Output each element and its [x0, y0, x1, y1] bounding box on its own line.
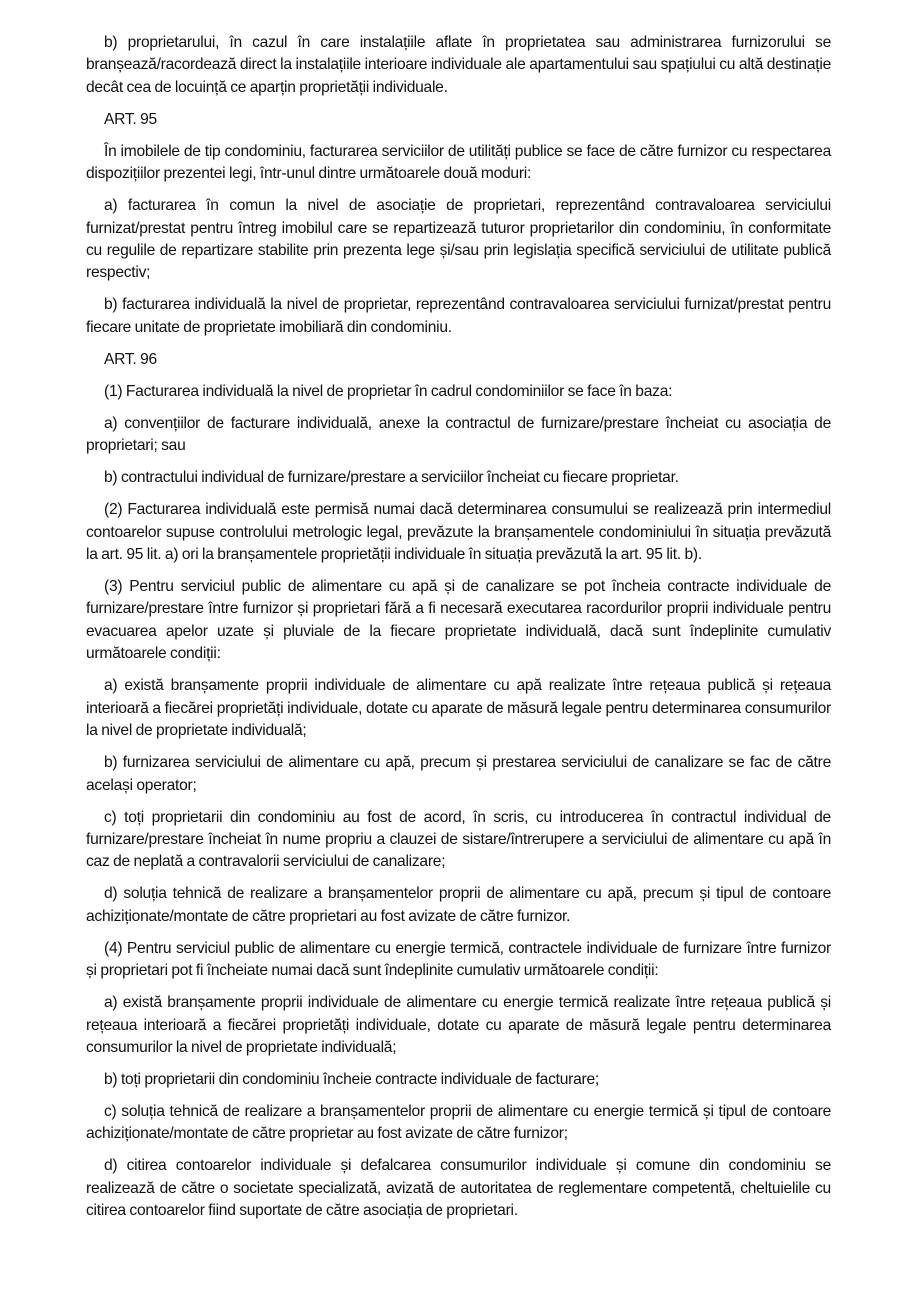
paragraph-art96-2: (2) Facturarea individuală este permisă numai dacă determinarea consumului se realizează prin intermediul contoarelor supuse controlului metrologic legal, prevăzute la branșamentele condominiului în situația prevăzută la art. 95 lit. a) ori la branșamentele proprietății individuale în situația prevăzută la art. 95 lit. b). [86, 501, 831, 564]
article-95-heading: ART. 95 [104, 110, 157, 128]
paragraph-art96-3-b: b) furnizarea serviciului de alimentare cu apă, precum și prestarea serviciului de canalizare se fac de către același operator; [86, 754, 831, 794]
paragraph-art96-3-d: d) soluția tehnică de realizare a branșamentelor proprii de alimentare cu apă, precum și tipul de contoare achiziționate/montate de către proprietari au fost avizate de către furnizor. [86, 885, 831, 925]
paragraph-art96-3-a: a) există branșamente proprii individuale de alimentare cu apă realizate între rețeaua publică și rețeaua interioară a fiecărei proprietăți individuale, dotate cu aparate de măsură legale pentru determinarea consumurilor la nivel de proprietate individuală; [86, 677, 831, 740]
paragraph-art96-1-a: a) convențiilor de facturare individuală, anexe la contractul de furnizare/prestare încheiat cu asociația de proprietari; sau [86, 414, 831, 455]
paragraph-art96-4-b: b) toți proprietarii din condominiu încheie contracte individuale de facturare; [104, 1070, 599, 1088]
paragraph-art95-a: a) facturarea în comun la nivel de asociație de proprietari, reprezentând contravaloarea serviciului furnizat/prestat pentru întreg imobilul care se repartizează tuturor proprietarilor din condominiu, în conformitate cu regulile de repartizare stabilite prin prezenta lege și/sau prin legislația specifică serviciului de utilitate publică respectiv; [86, 197, 831, 282]
paragraph-art96-3-c: c) toți proprietarii din condominiu au fost de acord, în scris, cu introducerea în contractul individual de furnizare/prestare încheiat în nume propriu a clauzei de sistare/întrerupere a serviciului de alimentare cu apă în caz de neplată a contravalorii serviciului de canalizare; [86, 808, 831, 871]
document-body [86, 32, 831, 1232]
paragraph-art95-intro: În imobilele de tip condominiu, facturarea serviciilor de utilități publice se face de către furnizor cu respectarea dispozițiilor prezentei legi, într-unul dintre următoarele două moduri: [86, 142, 831, 183]
paragraph-art96-4-c: c) soluția tehnică de realizare a branșamentelor proprii de alimentare cu energie termică și tipul de contoare achiziționate/montate de către proprietar au fost avizate de către furnizor; [86, 1102, 831, 1143]
paragraph-art96-4-a: a) există branșamente proprii individuale de alimentare cu energie termică realizate între rețeaua publică și rețeaua interioară a fiecărei proprietăți individuale, dotate cu aparate de măsură legale pentru determinarea consumurilor la nivel de proprietate individuală; [86, 994, 831, 1056]
paragraph-art96-4: (4) Pentru serviciul public de alimentare cu energie termică, contractele individuale de furnizare între furnizor și proprietari pot fi încheiate numai dacă sunt îndeplinite cumulativ următoarele condiții: [86, 939, 831, 980]
paragraph-art96-3: (3) Pentru serviciul public de alimentare cu apă și de canalizare se pot încheia contracte individuale de furnizare/prestare între furnizor și proprietari fără a fi necesară executarea racordurilor proprii individuale pentru evacuarea apelor uzate și pluviale de la fiecare proprietate individuală, dacă sunt îndeplinite cumulativ următoarele condiții: [86, 578, 831, 663]
paragraph-art94-b: b) proprietarului, în cazul în care instalațiile aflate în proprietatea sau administrarea furnizorului se branșează/racordează direct la instalațiile interioare individuale ale apartamentului sau spațiului cu altă destinație decât cea de locuință ce aparțin proprietății individuale. [86, 34, 831, 96]
paragraph-art95-b: b) facturarea individuală la nivel de proprietar, reprezentând contravaloarea serviciului furnizat/prestat pentru fiecare unitate de proprietate imobiliară din condominiu. [86, 296, 831, 336]
paragraph-art96-1: (1) Facturarea individuală la nivel de proprietar în cadrul condominiilor se face în baza: [104, 382, 673, 400]
article-96-heading: ART. 96 [104, 350, 157, 368]
paragraph-art96-1-b: b) contractului individual de furnizare/prestare a serviciilor încheiat cu fiecare proprietar. [104, 469, 679, 487]
paragraph-art96-4-d: d) citirea contoarelor individuale și defalcarea consumurilor individuale și comune din condominiu se realizează de către o societate specializată, avizată de autoritatea de reglementare competentă, cheltuielile cu citirea contoarelor fiind suportate de către asociația de proprietari. [86, 1157, 831, 1220]
